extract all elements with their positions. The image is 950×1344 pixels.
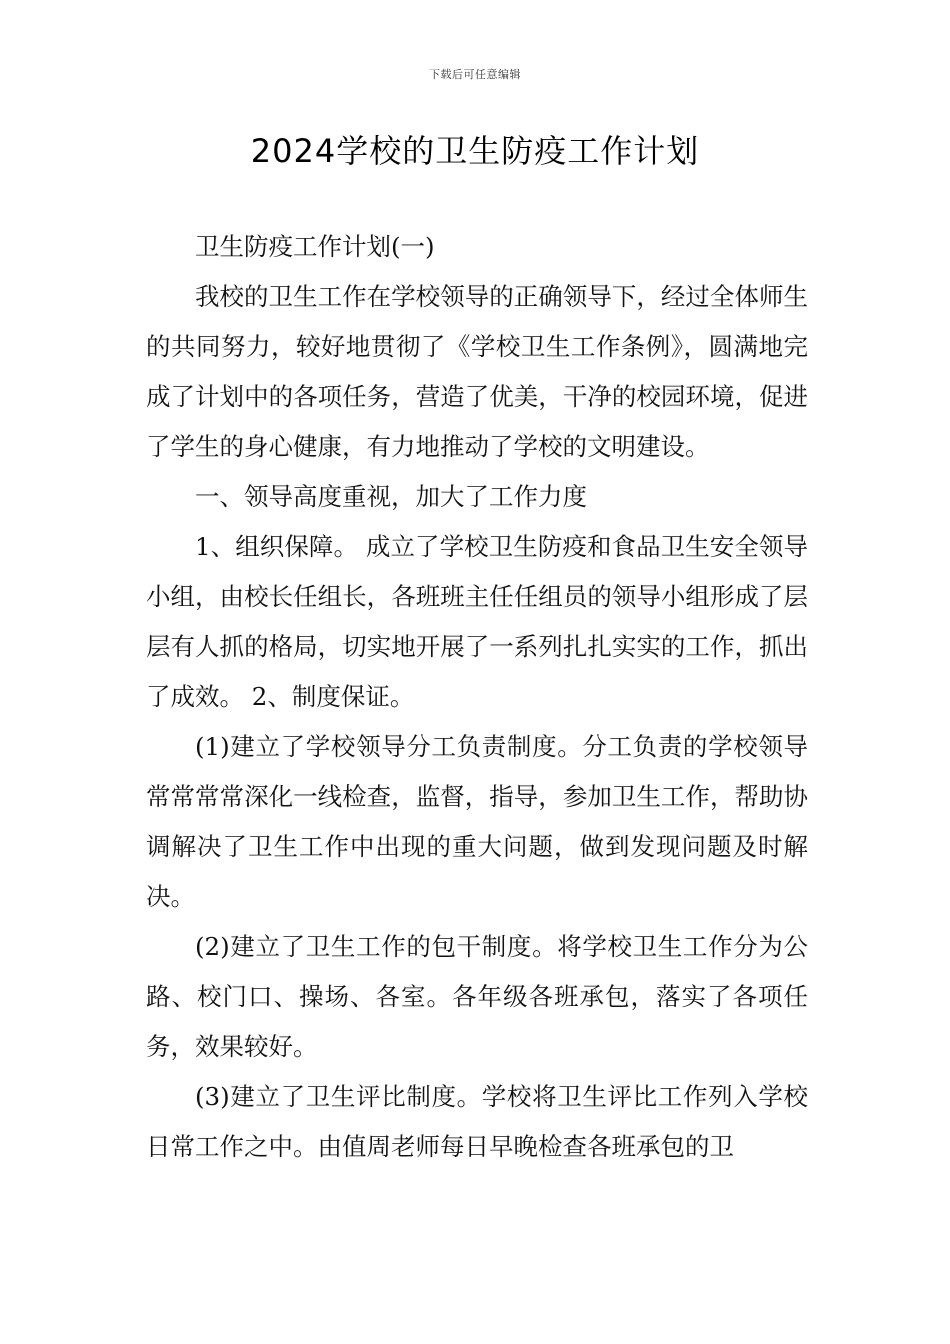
document-title: 2024学校的卫生防疫工作计划 — [250, 132, 700, 170]
paragraph: (2)建立了卫生工作的包干制度。将学校卫生工作分为公路、校门口、操场、各室。各年级各班承包，落实了各项任务，效果较好。 — [146, 932, 808, 1061]
paragraph: (1)建立了学校领导分工负责制度。分工负责的学校领导常常常常深化一线检查，监督，指导，参加卫生工作，帮助协调解决了卫生工作中出现的重大问题，做到发现问题及时解决。 — [146, 732, 808, 911]
section-heading: 卫生防疫工作计划(一) — [195, 232, 435, 261]
section-heading: 一、领导高度重视，加大了工作力度 — [195, 482, 587, 511]
paragraph: 1、组织保障。 成立了学校卫生防疫和食品卫生安全领导小组，由校长任组长，各班班主任任组员的领导小组形成了层层有人抓的格局，切实地开展了一系列扎扎实实的工作，抓出了成效。 2、制度保证。 — [146, 532, 808, 711]
document-body — [146, 222, 808, 1172]
header-note: 下载后可任意编辑 — [429, 68, 521, 81]
paragraph: 我校的卫生工作在学校领导的正确领导下，经过全体师生的共同努力，较好地贯彻了《学校卫生工作条例》，圆满地完成了计划中的各项任务，营造了优美，干净的校园环境，促进了学生的身心健康，有力地推动了学校的文明建设。 — [146, 282, 808, 461]
paragraph: (3)建立了卫生评比制度。学校将卫生评比工作列入学校日常工作之中。由值周老师每日早晚检查各班承包的卫 — [146, 1082, 808, 1161]
